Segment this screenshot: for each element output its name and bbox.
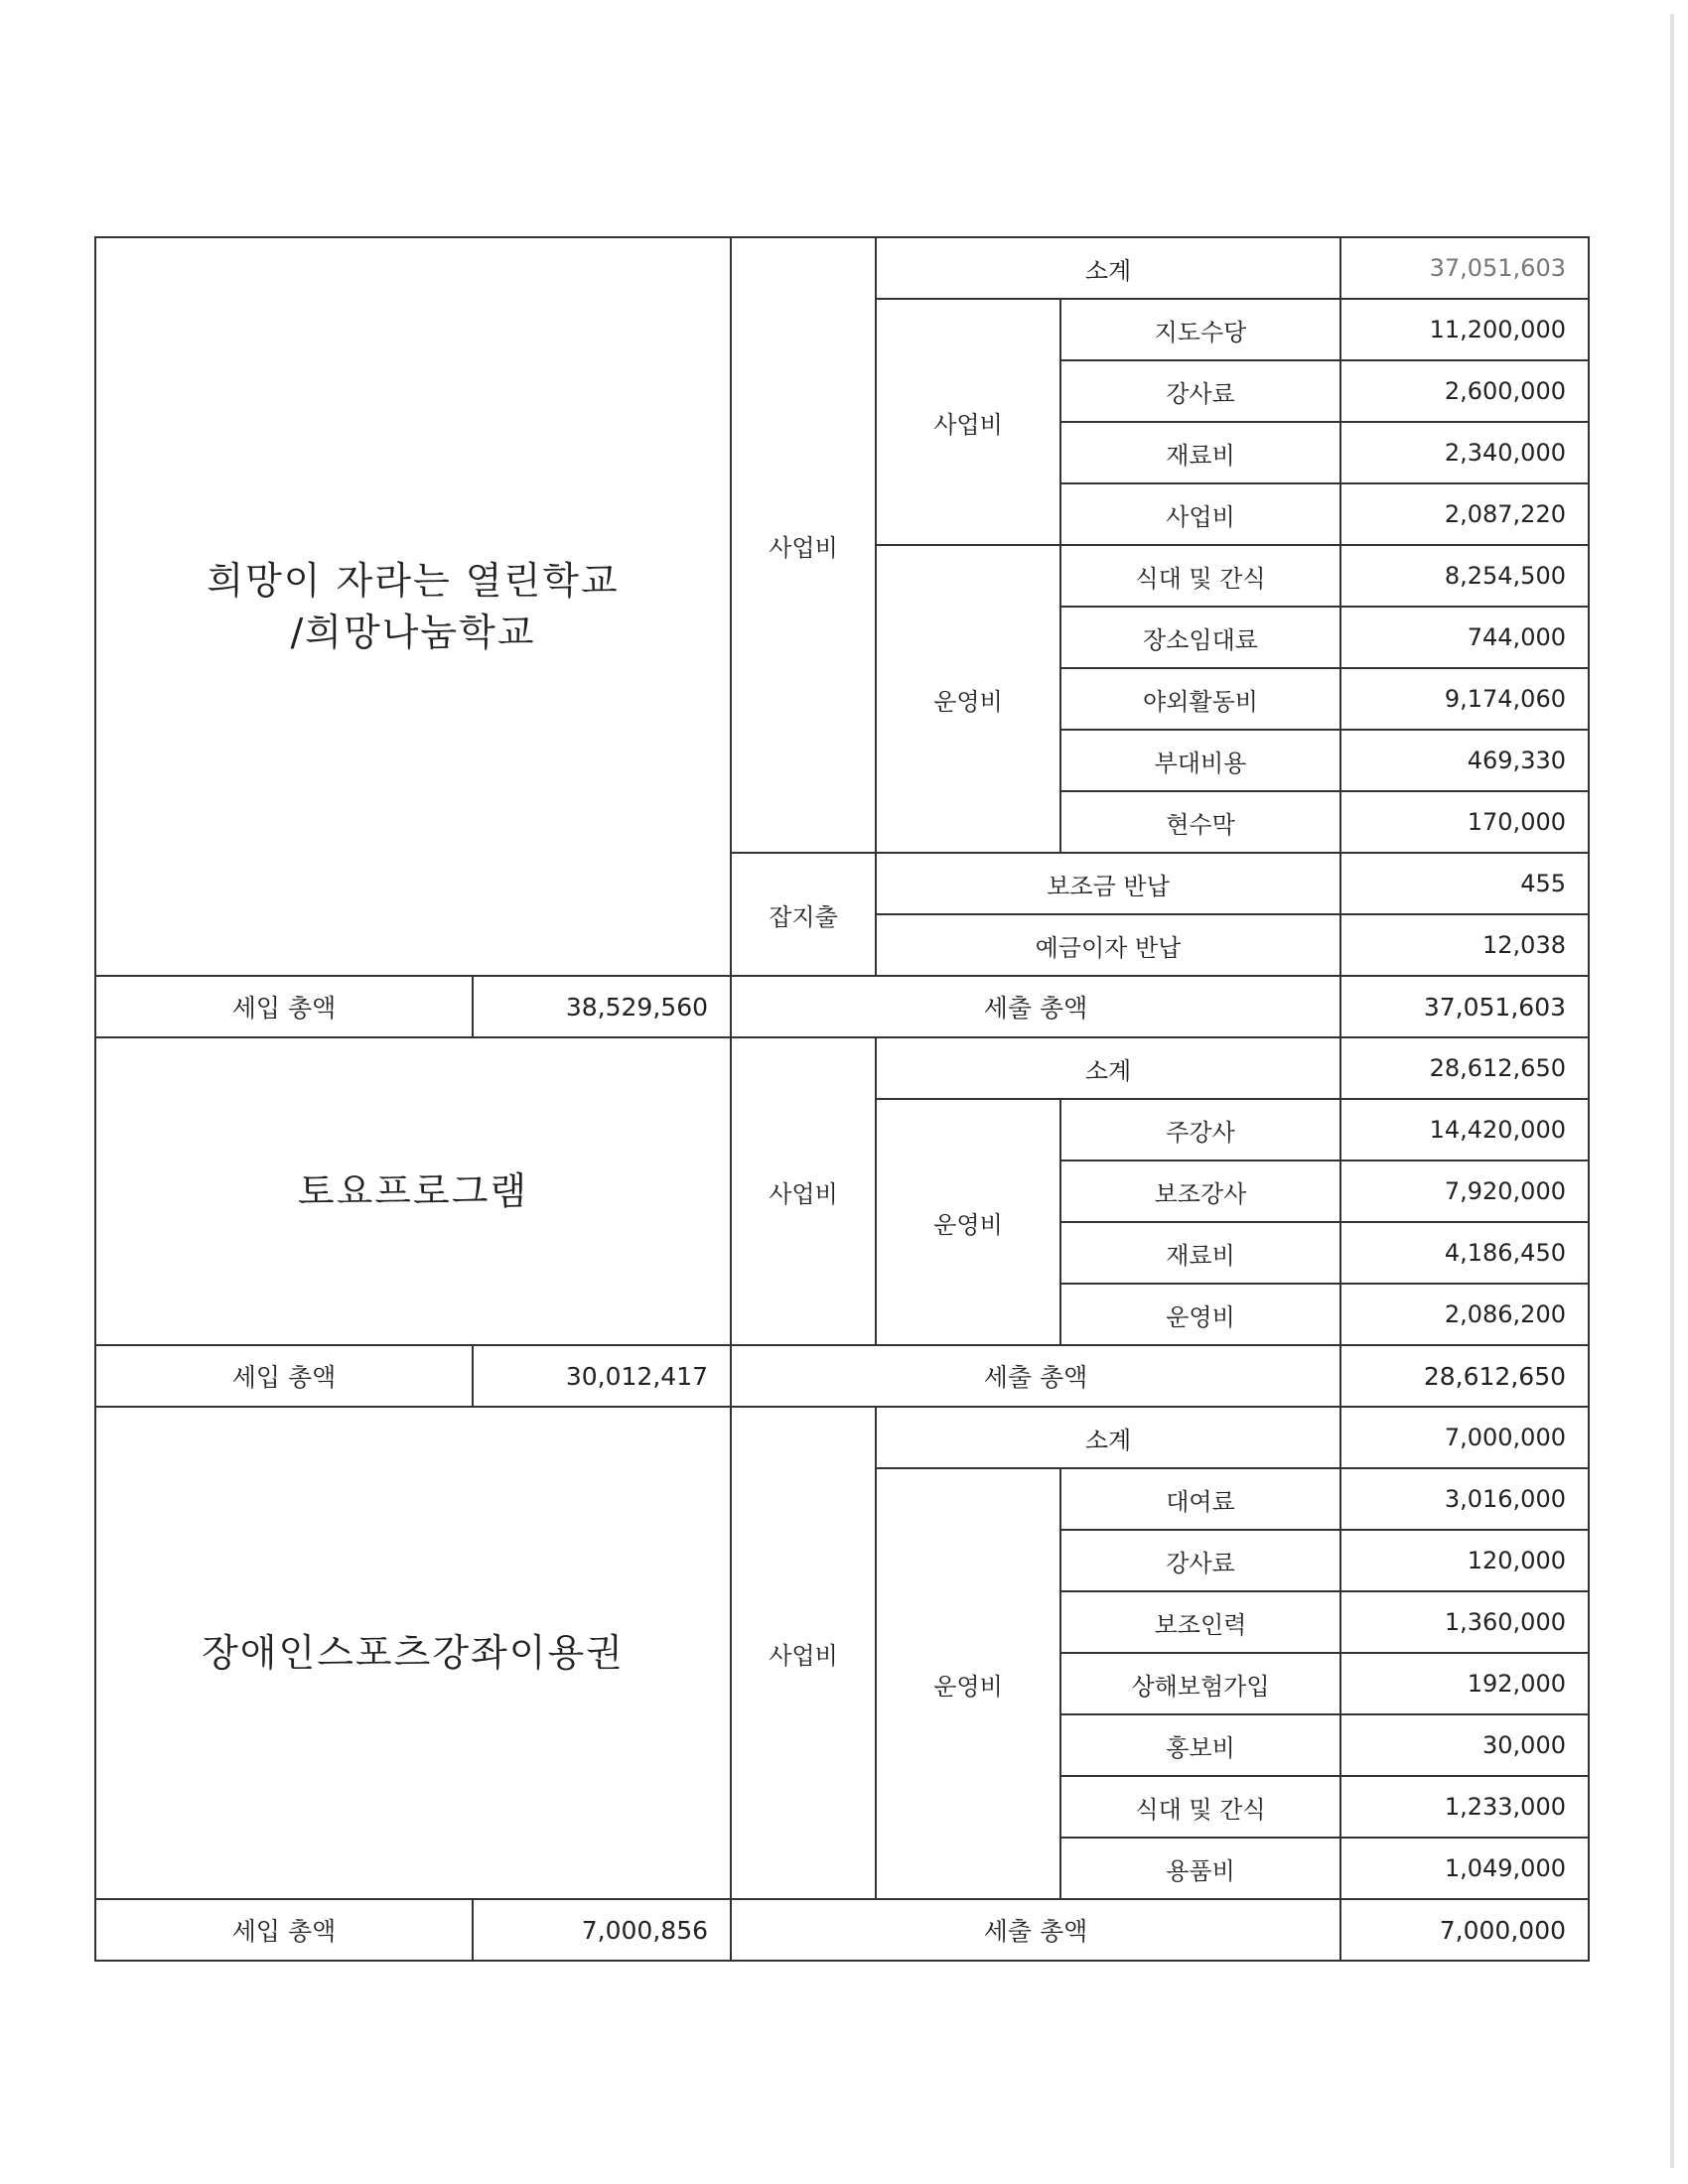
category-cell: 사업비 [731,237,876,853]
program-name-cell [95,1407,731,1899]
income-total-label: 세입 총액 [95,1345,473,1407]
item-value: 744,000 [1340,607,1589,668]
subtotal-label: 소계 [876,1407,1340,1468]
item-value: 120,000 [1340,1530,1589,1591]
item-value: 3,016,000 [1340,1468,1589,1530]
item-value: 1,233,000 [1340,1776,1589,1838]
expense-total-value: 7,000,000 [1340,1899,1589,1961]
subtotal-label: 소계 [876,237,1340,299]
item-value: 2,340,000 [1340,422,1589,483]
item-label: 용품비 [1060,1838,1340,1899]
item-label: 운영비 [1060,1284,1340,1345]
misc-item-label: 예금이자 반납 [876,914,1340,976]
expense-total-value: 37,051,603 [1340,976,1589,1037]
program-name-line: 희망이 자라는 열린학교 [207,559,620,603]
group-name-cell: 사업비 [876,299,1060,545]
item-value: 8,254,500 [1340,545,1589,607]
item-value: 469,330 [1340,730,1589,791]
subtotal-value: 28,612,650 [1340,1037,1589,1099]
income-total-value: 30,012,417 [473,1345,731,1407]
item-value: 170,000 [1340,791,1589,853]
expense-total-value: 28,612,650 [1340,1345,1589,1407]
item-label: 보조강사 [1060,1160,1340,1222]
misc-item-label: 보조금 반납 [876,853,1340,914]
subtotal-value: 7,000,000 [1340,1407,1589,1468]
item-value: 14,420,000 [1340,1099,1589,1160]
misc-category-cell: 잡지출 [731,853,876,976]
item-value: 7,920,000 [1340,1160,1589,1222]
item-label: 강사료 [1060,360,1340,422]
expense-total-label: 세출 총액 [731,1899,1340,1961]
income-total-label: 세입 총액 [95,976,473,1037]
item-label: 재료비 [1060,422,1340,483]
program-name-line: /희망나눔학교 [290,611,536,654]
category-cell: 사업비 [731,1037,876,1345]
item-label: 주강사 [1060,1099,1340,1160]
item-label: 재료비 [1060,1222,1340,1284]
totals-row [95,976,1589,1037]
program-name-cell [95,1037,731,1345]
category-cell: 사업비 [731,1407,876,1899]
group-name-cell: 운영비 [876,545,1060,853]
item-value: 2,600,000 [1340,360,1589,422]
item-value: 1,049,000 [1340,1838,1589,1899]
income-total-label: 세입 총액 [95,1899,473,1961]
item-value: 11,200,000 [1340,299,1589,360]
totals-row [95,1899,1589,1961]
income-total-value: 7,000,856 [473,1899,731,1961]
item-label: 식대 및 간식 [1060,1776,1340,1838]
misc-item-value: 455 [1340,853,1589,914]
item-label: 부대비용 [1060,730,1340,791]
item-value: 192,000 [1340,1653,1589,1714]
subtotal-label: 소계 [876,1037,1340,1099]
item-value: 1,360,000 [1340,1591,1589,1653]
program-name-line: 장애인스포츠강좌이용권 [202,1631,625,1675]
item-label: 상해보험가입 [1060,1653,1340,1714]
item-label: 식대 및 간식 [1060,545,1340,607]
expense-total-label: 세출 총액 [731,1345,1340,1407]
item-label: 현수막 [1060,791,1340,853]
item-value: 2,087,220 [1340,483,1589,545]
item-value: 4,186,450 [1340,1222,1589,1284]
item-label: 사업비 [1060,483,1340,545]
income-total-value: 38,529,560 [473,976,731,1037]
group-name-cell: 운영비 [876,1468,1060,1899]
item-label: 대여료 [1060,1468,1340,1530]
table-row [95,1037,1589,1099]
item-label: 장소임대료 [1060,607,1340,668]
subtotal-value: 37,051,603 [1340,237,1589,299]
item-label: 보조인력 [1060,1591,1340,1653]
table-row [95,237,1589,299]
misc-item-value: 12,038 [1340,914,1589,976]
totals-row [95,1345,1589,1407]
group-name-cell: 운영비 [876,1099,1060,1345]
item-value: 30,000 [1340,1714,1589,1776]
item-label: 야외활동비 [1060,668,1340,730]
budget-table [94,236,1590,1962]
item-value: 2,086,200 [1340,1284,1589,1345]
program-name-cell [95,237,731,976]
expense-total-label: 세출 총액 [731,976,1340,1037]
scan-edge [1670,14,1674,2168]
table-row [95,1407,1589,1468]
program-name-line: 토요프로그램 [297,1169,529,1213]
item-label: 지도수당 [1060,299,1340,360]
item-label: 홍보비 [1060,1714,1340,1776]
item-label: 강사료 [1060,1530,1340,1591]
item-value: 9,174,060 [1340,668,1589,730]
